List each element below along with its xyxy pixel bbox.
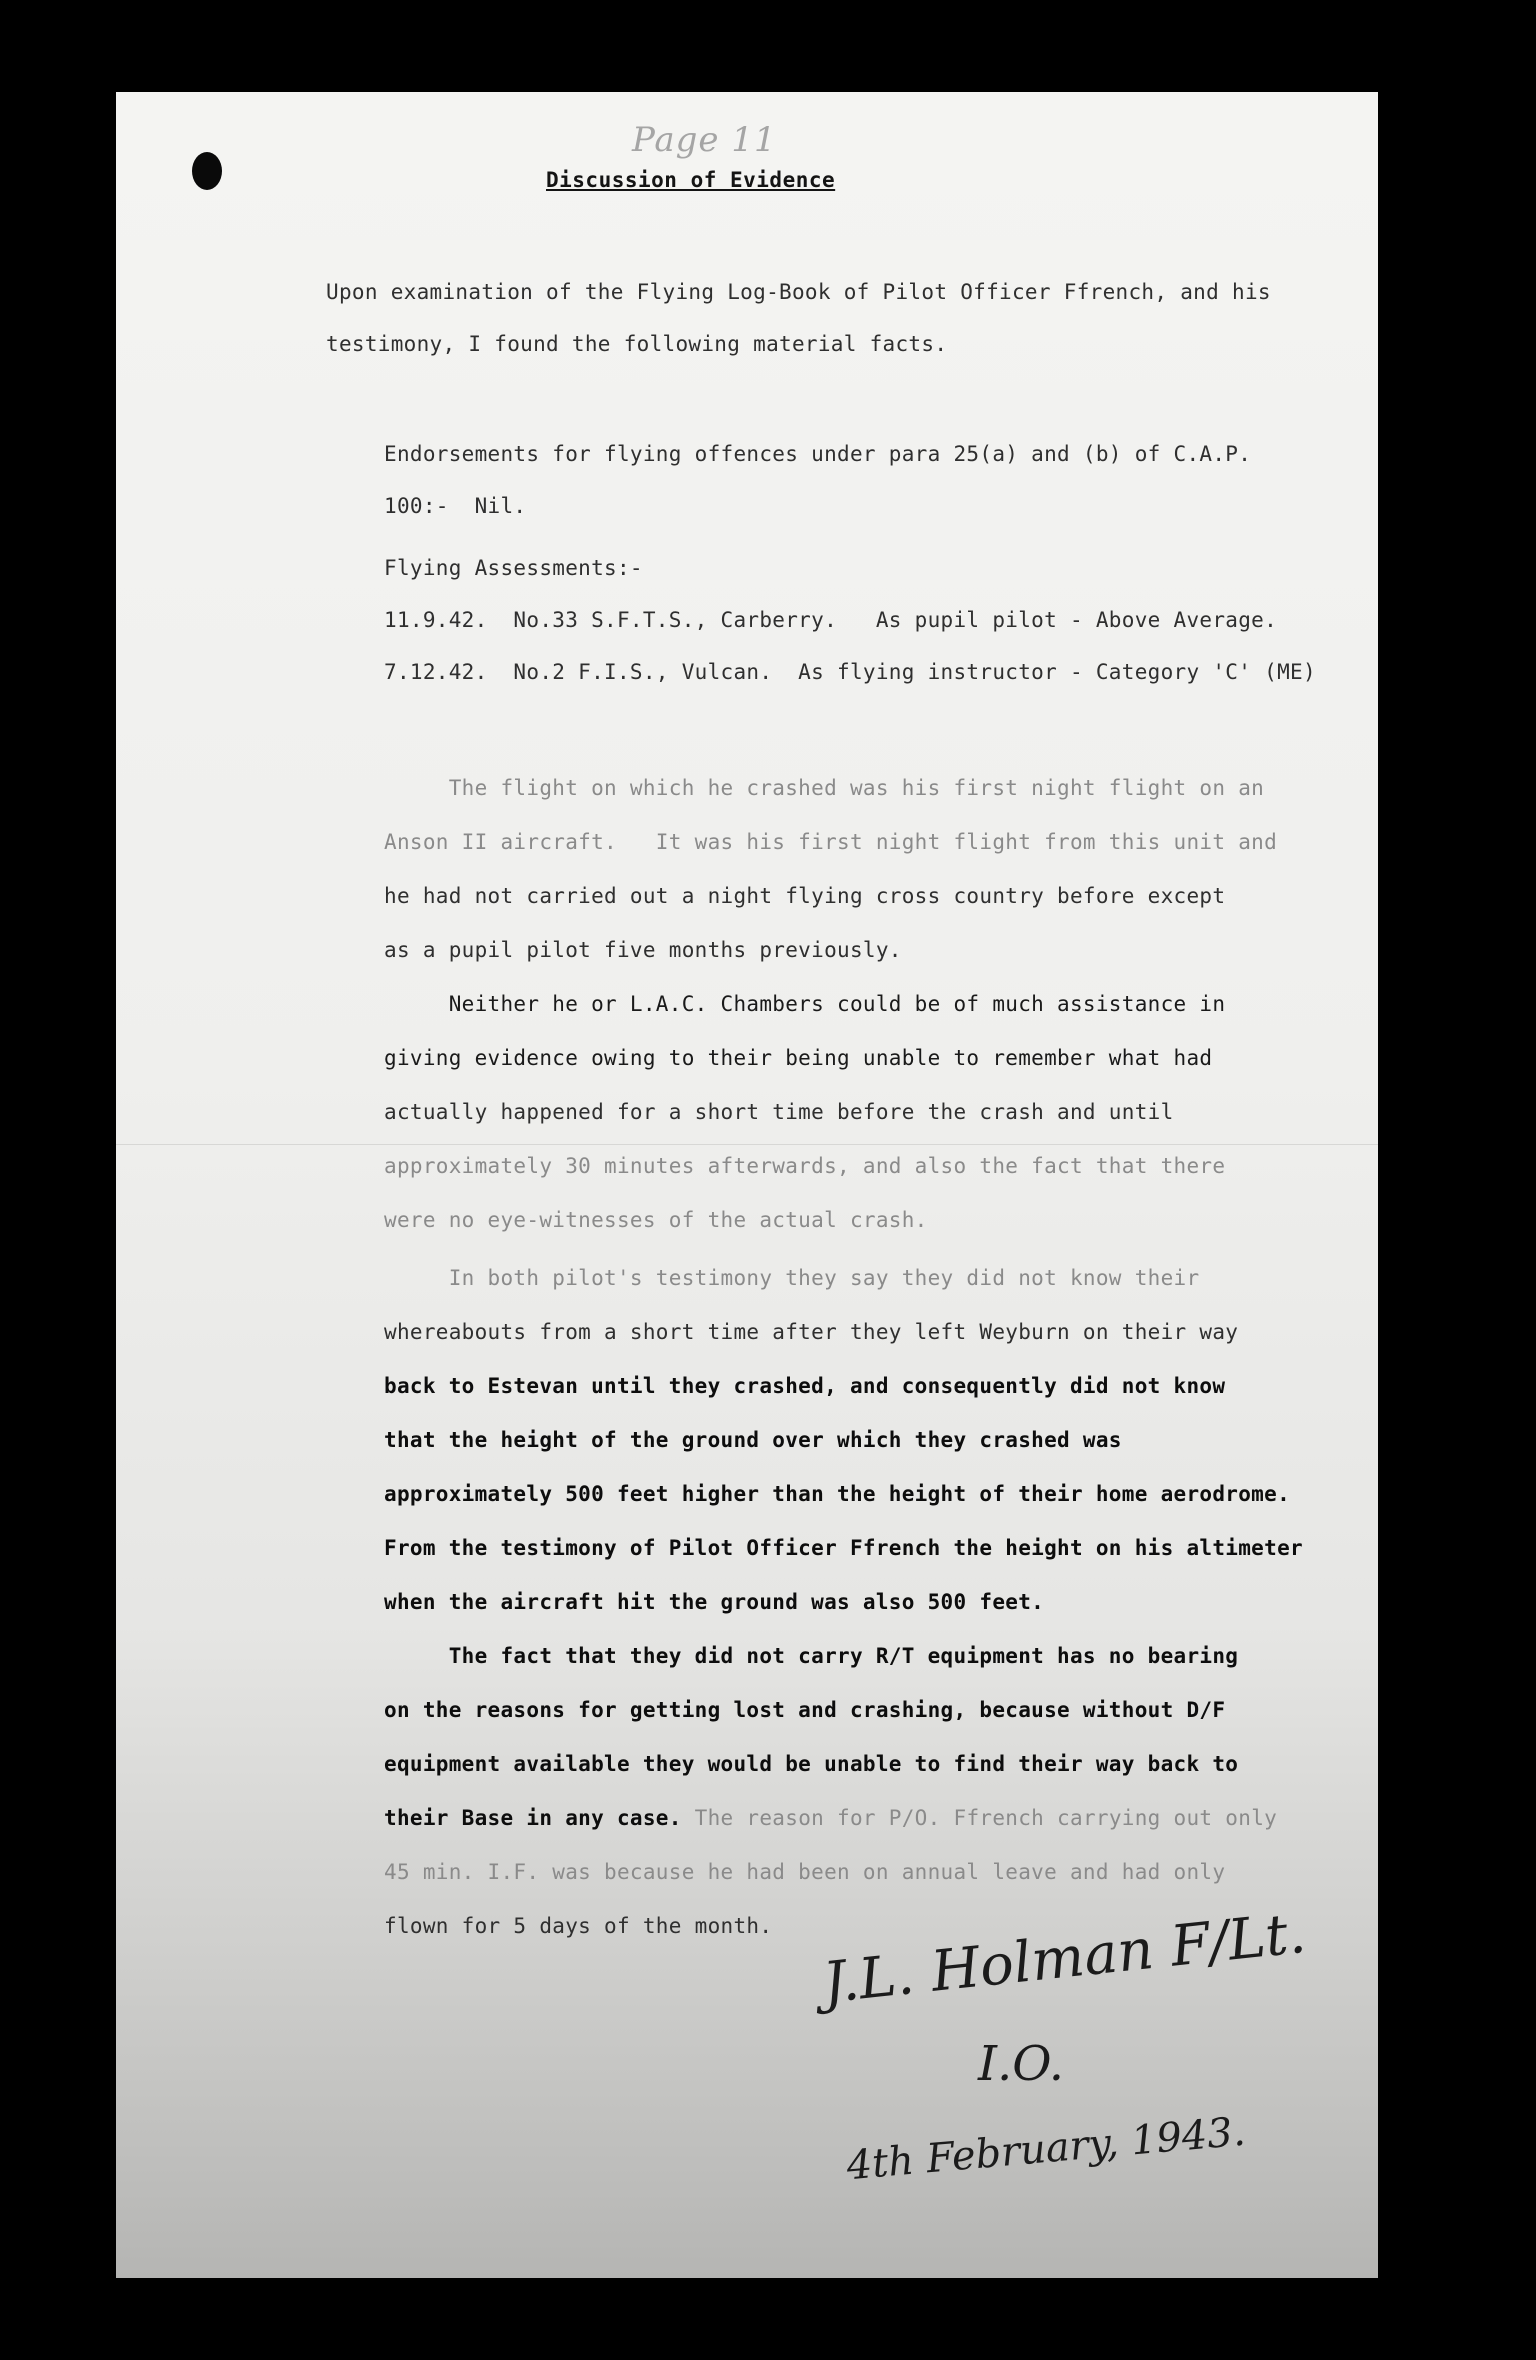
paragraph-line: flown for 5 days of the month. bbox=[384, 1914, 773, 1938]
paragraph-line: approximately 30 minutes afterwards, and also the fact that there bbox=[384, 1154, 1226, 1178]
paragraph-line: were no eye-witnesses of the actual crash. bbox=[384, 1208, 928, 1232]
paragraph-line: In both pilot's testimony they say they did not know their bbox=[384, 1266, 1200, 1290]
paragraph-line: as a pupil pilot five months previously. bbox=[384, 938, 902, 962]
assessment-line: 7.12.42. No.2 F.I.S., Vulcan. As flying instructor - Category 'C' (ME) bbox=[384, 660, 1316, 684]
intro-line: Upon examination of the Flying Log-Book of Pilot Officer Ffrench, and his bbox=[326, 280, 1271, 304]
paragraph-line: giving evidence owing to their being unable to remember what had bbox=[384, 1046, 1213, 1070]
paragraph-line: whereabouts from a short time after they left Weyburn on their way bbox=[384, 1320, 1239, 1344]
signature-name: J.L. Holman F/Lt. bbox=[819, 1900, 1309, 2017]
paragraph-line: back to Estevan until they crashed, and consequently did not know bbox=[384, 1374, 1226, 1398]
paragraph-line: actually happened for a short time before the crash and until bbox=[384, 1100, 1174, 1124]
paragraph-line: The flight on which he crashed was his first night flight on an bbox=[384, 776, 1265, 800]
paragraph-line: 45 min. I.F. was because he had been on annual leave and had only bbox=[384, 1860, 1226, 1884]
paragraph-line: approximately 500 feet higher than the height of their home aerodrome. bbox=[384, 1482, 1291, 1506]
paragraph-line bbox=[384, 1806, 1277, 1830]
assessment-line: 11.9.42. No.33 S.F.T.S., Carberry. As pupil pilot - Above Average. bbox=[384, 608, 1278, 632]
paragraph-bold-segment: their Base in any case. bbox=[384, 1806, 682, 1830]
page-number-note: Page 11 bbox=[632, 120, 777, 160]
signature-role: I.O. bbox=[978, 2036, 1065, 2092]
punch-hole bbox=[192, 152, 222, 190]
signature-date: 4th February, 1943. bbox=[844, 2108, 1248, 2190]
paragraph-line: that the height of the ground over which they crashed was bbox=[384, 1428, 1122, 1452]
intro-line: testimony, I found the following material facts. bbox=[326, 332, 948, 356]
paragraph-line: The fact that they did not carry R/T equipment has no bearing bbox=[384, 1644, 1239, 1668]
endorsement-line: Endorsements for flying offences under para 25(a) and (b) of C.A.P. bbox=[384, 442, 1252, 466]
endorsement-line: 100:- Nil. bbox=[384, 494, 527, 518]
paragraph-line: Anson II aircraft. It was his first night flight from this unit and bbox=[384, 830, 1278, 854]
document-title: Discussion of Evidence bbox=[546, 168, 836, 192]
paragraph-line: equipment available they would be unable to find their way back to bbox=[384, 1752, 1239, 1776]
assessments-heading: Flying Assessments:- bbox=[384, 556, 643, 580]
paragraph-line: Neither he or L.A.C. Chambers could be of much assistance in bbox=[384, 992, 1226, 1016]
paragraph-line: he had not carried out a night flying cross country before except bbox=[384, 884, 1226, 908]
fold-line bbox=[116, 1144, 1378, 1145]
document-page bbox=[116, 92, 1378, 2278]
paragraph-faint-segment: The reason for P/O. Ffrench carrying out only bbox=[681, 1806, 1278, 1830]
paragraph-line: From the testimony of Pilot Officer Ffrench the height on his altimeter bbox=[384, 1536, 1303, 1560]
paragraph-line: on the reasons for getting lost and crashing, because without D/F bbox=[384, 1698, 1226, 1722]
paragraph-line: when the aircraft hit the ground was also 500 feet. bbox=[384, 1590, 1045, 1614]
